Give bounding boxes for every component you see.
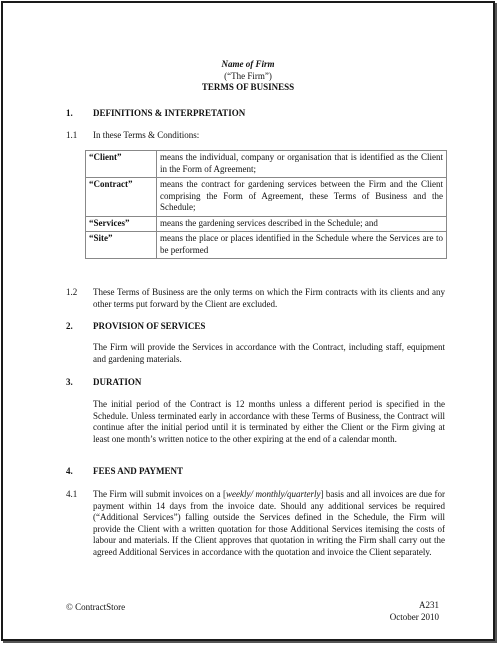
table-row — [86, 178, 447, 217]
document-title: TERMS OF BUSINESS — [201, 82, 295, 92]
definition-meaning: means the place or places identified in the Schedule where the Services are to be performed — [157, 232, 447, 259]
firm-name: Name of Firm — [221, 59, 275, 69]
section-3-title: DURATION — [93, 377, 142, 387]
clause-4-1-text — [93, 489, 445, 558]
clause-4-1-text-start: The Firm will submit invoices on a [ — [93, 489, 227, 499]
definitions-table — [85, 150, 447, 259]
document-code: A231 — [419, 600, 439, 610]
footer-copyright: © ContractStore — [66, 602, 126, 612]
definition-term: “Services” — [86, 216, 157, 232]
section-1-number: 1. — [66, 108, 73, 118]
invoice-frequency-options: weekly/ monthly/quarterly — [226, 489, 321, 499]
clause-1-2-text: These Terms of Business are the only terms on which the Firm contracts with its clients and any other terms put forward by the Client are excluded. — [93, 287, 445, 309]
definition-term: “Site” — [86, 232, 157, 259]
section-2-text: The Firm will provide the Services in accordance with the Contract, including staff, equipment and gardening materials. — [93, 342, 445, 364]
document-page — [1, 1, 495, 641]
clause-1-2-number: 1.2 — [66, 287, 78, 297]
table-row — [86, 216, 447, 232]
clause-1-1-text: In these Terms & Conditions: — [93, 130, 200, 140]
definition-meaning: means the individual, company or organisation that is identified as the Client in the Form of Agreement; — [157, 151, 447, 178]
firm-alias: (“The Firm”) — [224, 70, 272, 81]
clause-1-1-number: 1.1 — [66, 130, 78, 140]
section-4-title: FEES AND PAYMENT — [93, 466, 184, 476]
table-row — [86, 151, 447, 178]
clause-4-1-text-rest: ] basis and all invoices are due for payment within 14 days from the invoice date. Should any additional services be required (“Additional Services”) falling outside the Services defined in the Schedule, the Firm will provide the Client with a written quotation for those Additional Services itemising the costs of labour and materials. If the Client approves that quotation in writing the Firm shall carry out the agreed Additional Services in accordance with the quotation and invoice the Client separately. — [93, 489, 445, 557]
definition-term: “Contract” — [86, 178, 157, 217]
section-3-text: The initial period of the Contract is 12 months unless a different period is specified in the Schedule. Unless terminated early in accordance with these Terms of Business, the Contract will continue after the initial period until it is terminated by either the Client or the Firm giving at least one month’s written notice to the other expiring at the end of a calendar month. — [93, 399, 445, 444]
section-3-number: 3. — [66, 377, 73, 387]
section-4-number: 4. — [66, 466, 73, 476]
clause-4-1-number: 4.1 — [66, 489, 78, 499]
definition-term: “Client” — [86, 151, 157, 178]
section-1-title: DEFINITIONS & INTERPRETATION — [93, 108, 246, 118]
table-row — [86, 232, 447, 259]
definition-meaning: means the contract for gardening services between the Firm and the Client comprising the Form of Agreement, these Terms of Business and the Schedule; — [157, 178, 447, 217]
section-2-title: PROVISION OF SERVICES — [93, 321, 206, 331]
document-date: October 2010 — [389, 611, 439, 622]
footer-reference — [390, 600, 439, 623]
document-header — [3, 59, 493, 94]
section-2-number: 2. — [66, 321, 73, 331]
definition-meaning: means the gardening services described in the Schedule; and — [157, 216, 447, 232]
